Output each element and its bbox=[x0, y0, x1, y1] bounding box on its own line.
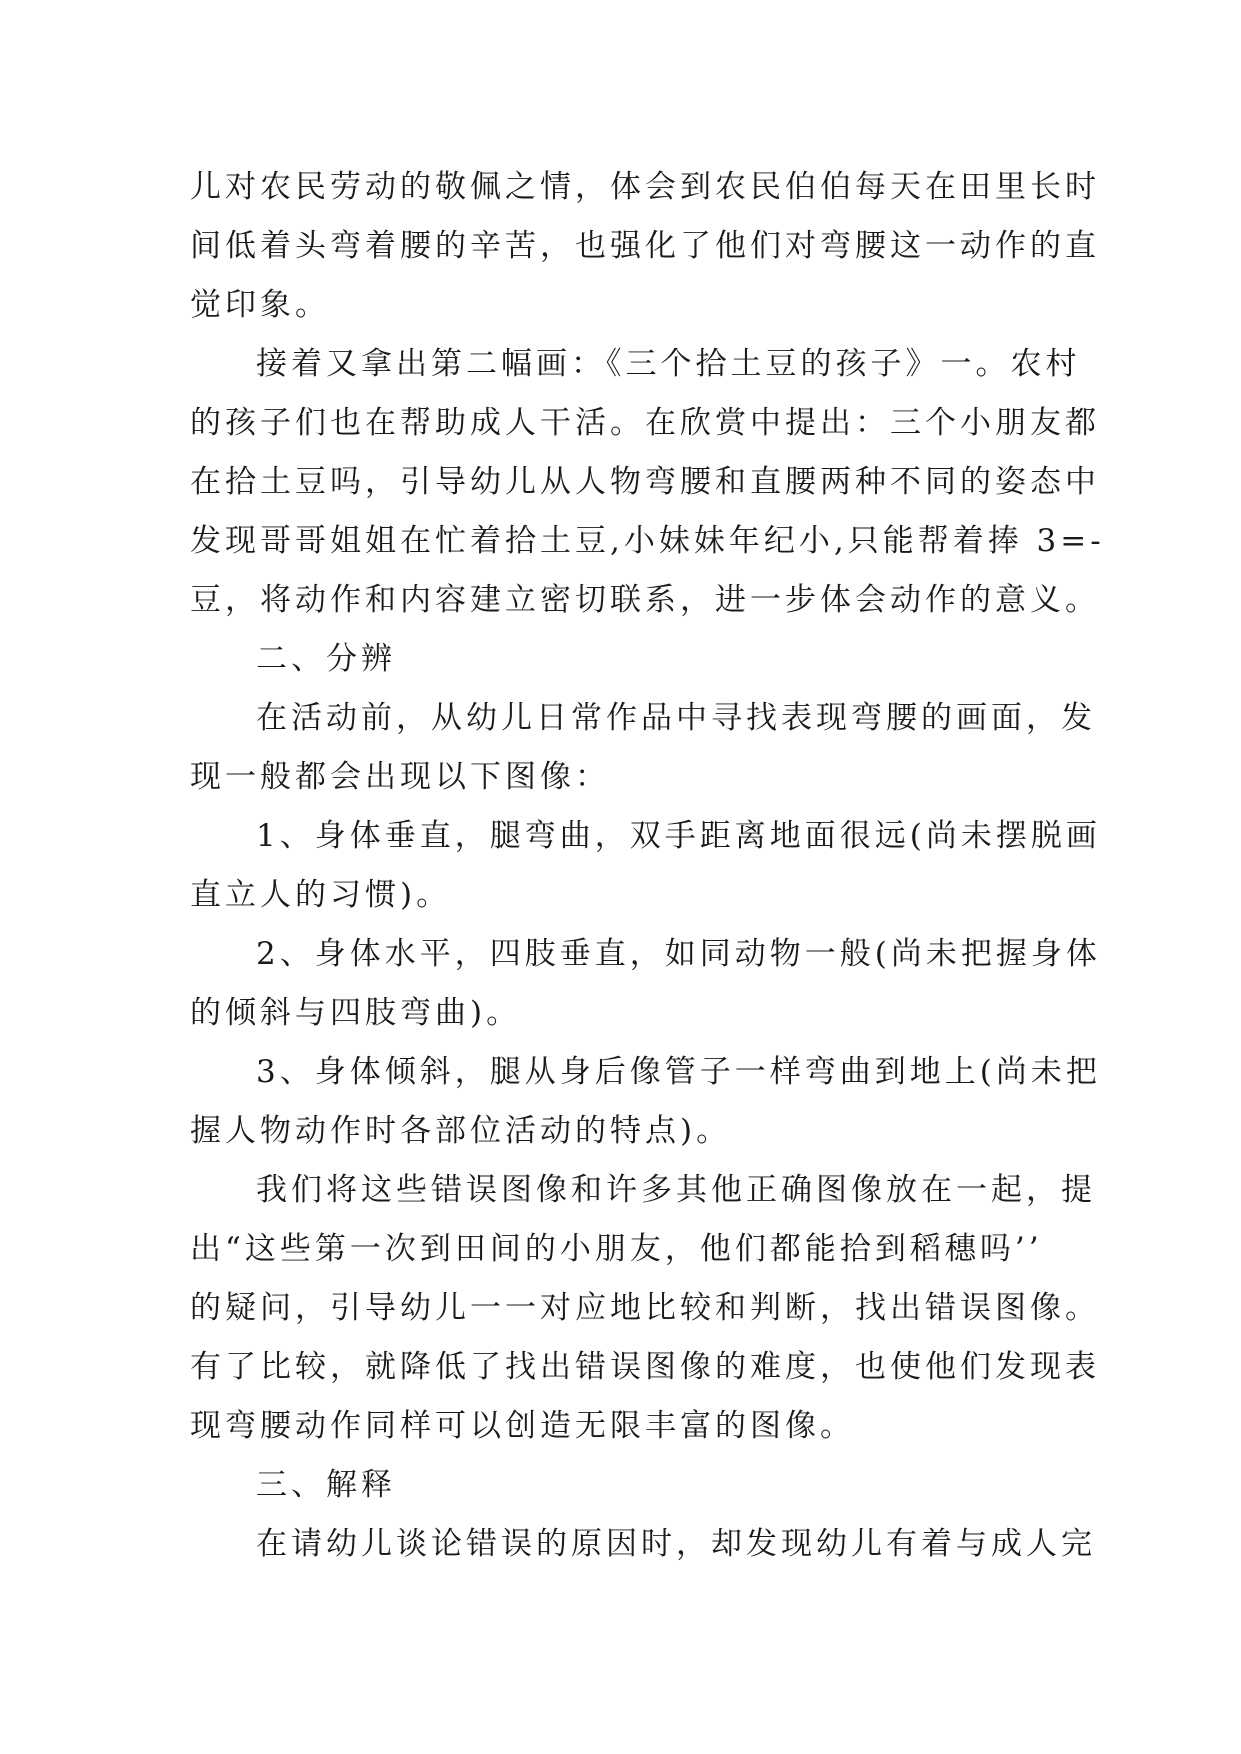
text-line: 出“这些第一次到田间的小朋友，他们都能拾到稻穗吗’’ bbox=[190, 1231, 1043, 1267]
text-line: 的倾斜与四肢弯曲)。 bbox=[190, 995, 522, 1031]
text-line: 2、身体水平，四肢垂直，如同动物一般(尚未把握身体 bbox=[256, 936, 1101, 972]
text-line: 的孩子们也在帮助成人干活。在欣赏中提出：三个小朋友都 bbox=[190, 405, 1100, 441]
text-line: 直立人的习惯)。 bbox=[190, 877, 452, 913]
text-line: 在活动前，从幼儿日常作品中寻找表现弯腰的画面，发 bbox=[256, 700, 1096, 736]
text-line: 间低着头弯着腰的辛苦，也强化了他们对弯腰这一动作的直 bbox=[190, 228, 1100, 264]
text-line: 豆，将动作和内容建立密切联系，进一步体会动作的意义。 bbox=[190, 582, 1100, 618]
text-line: 现一般都会出现以下图像： bbox=[190, 759, 610, 795]
text-line: 握人物动作时各部位活动的特点)。 bbox=[190, 1113, 732, 1149]
text-line: 三、解释 bbox=[256, 1467, 396, 1503]
text-line: 1、身体垂直，腿弯曲，双手距离地面很远(尚未摆脱画 bbox=[256, 818, 1101, 854]
text-line: 有了比较，就降低了找出错误图像的难度，也使他们发现表 bbox=[190, 1349, 1100, 1385]
text-line: 接着又拿出第二幅画：《三个拾土豆的孩子》一。农村 bbox=[256, 346, 1081, 382]
text-line: 现弯腰动作同样可以创造无限丰富的图像。 bbox=[190, 1408, 855, 1444]
document-body bbox=[190, 158, 1105, 1574]
text-line: 觉印象。 bbox=[190, 287, 330, 323]
text-line: 在拾土豆吗，引导幼儿从人物弯腰和直腰两种不同的姿态中 bbox=[190, 464, 1100, 500]
text-line: 的疑问，引导幼儿一一对应地比较和判断，找出错误图像。 bbox=[190, 1290, 1100, 1326]
text-line: 儿对农民劳动的敬佩之情，体会到农民伯伯每天在田里长时 bbox=[190, 169, 1100, 205]
text-line: 发现哥哥姐姐在忙着拾土豆,小妹妹年纪小,只能帮着捧 3=- bbox=[190, 523, 1105, 559]
text-line: 二、分辨 bbox=[256, 641, 396, 677]
text-line: 我们将这些错误图像和许多其他正确图像放在一起，提 bbox=[256, 1172, 1096, 1208]
text-line: 3、身体倾斜，腿从身后像管子一样弯曲到地上(尚未把 bbox=[256, 1054, 1101, 1090]
text-line: 在请幼儿谈论错误的原因时，却发现幼儿有着与成人完 bbox=[256, 1526, 1096, 1562]
